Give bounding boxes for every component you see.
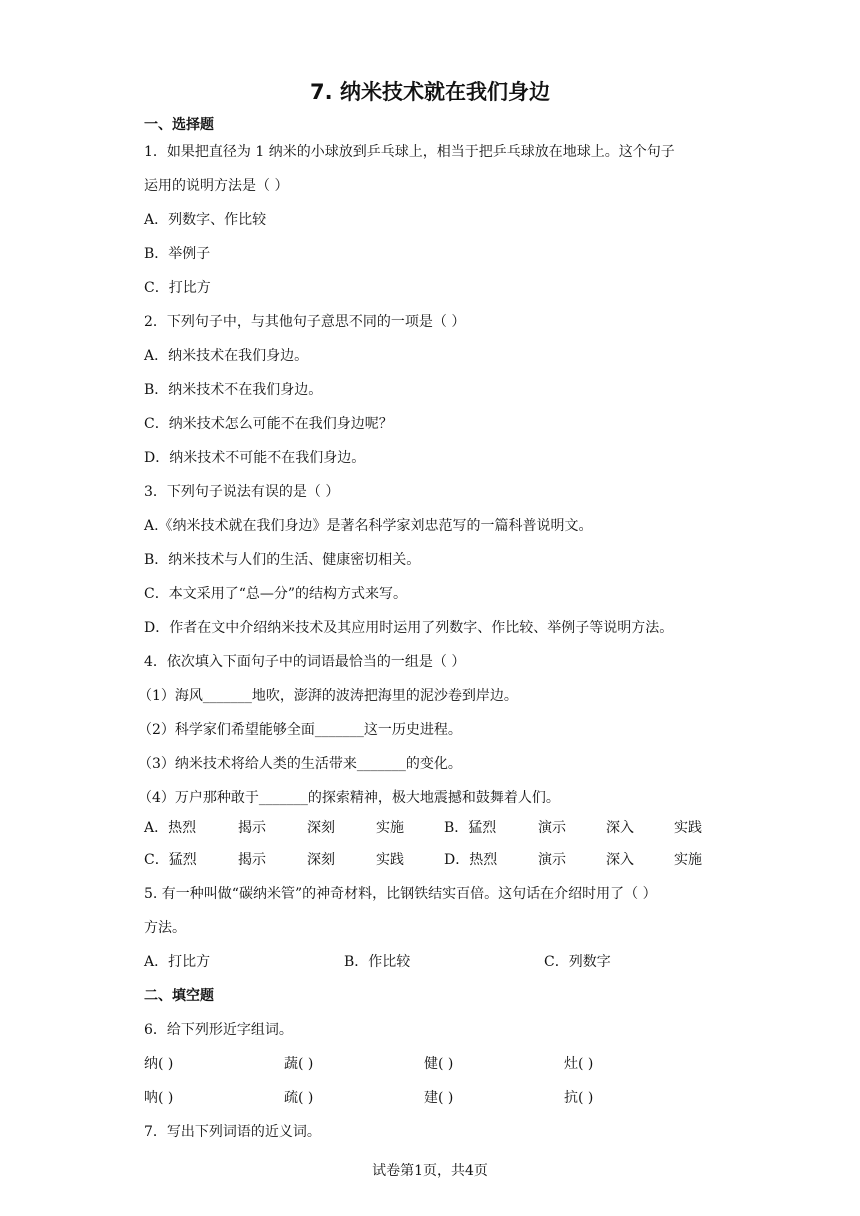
- q3-option-c: C．本文采用了“总—分”的结构方式来写。: [144, 586, 408, 602]
- q4-sentence-4: （4）万户那种敢于_______的探索精神，极大地震撼和鼓舞着人们。: [138, 790, 560, 806]
- q4-option-c-3: 深刻: [307, 852, 335, 868]
- q2-option-a: A．纳米技术在我们身边。: [144, 348, 309, 364]
- q1-option-b: B．举例子: [144, 246, 211, 262]
- q1-option-a: A．列数字、作比较: [144, 212, 267, 228]
- q4-option-d-2: 演示: [538, 852, 566, 868]
- q5-option-a: A．打比方: [144, 954, 211, 970]
- q3-stem: 3．下列句子说法有误的是（ ）: [144, 484, 340, 500]
- q7-stem: 7．写出下列词语的近义词。: [144, 1124, 321, 1140]
- q4-option-d-3: 深入: [606, 852, 634, 868]
- page-footer: 试卷第1页，共4页: [372, 1163, 488, 1179]
- q4-option-d-4: 实施: [674, 852, 702, 868]
- q2-stem: 2．下列句子中，与其他句子意思不同的一项是（ ）: [144, 314, 466, 330]
- q4-option-b-4: 实践: [674, 820, 702, 836]
- q6-word-6: 疏( ): [284, 1090, 314, 1106]
- q2-option-d: D．纳米技术不可能不在我们身边。: [144, 450, 366, 466]
- q1-stem-line1: 1．如果把直径为 1 纳米的小球放到乒乓球上，相当于把乒乓球放在地球上。这个句子: [144, 144, 675, 160]
- q6-word-3: 健( ): [424, 1056, 454, 1072]
- q3-option-a: A.《纳米技术就在我们身边》是著名科学家刘忠范写的一篇科普说明文。: [144, 518, 593, 534]
- q4-option-c-2: 揭示: [238, 852, 266, 868]
- q6-word-2: 蔬( ): [284, 1056, 314, 1072]
- q5-stem-line2: 方法。: [144, 920, 186, 936]
- q4-option-a-4: 实施: [376, 820, 404, 836]
- q4-sentence-2: （2）科学家们希望能够全面_______这一历史进程。: [138, 722, 462, 738]
- q4-option-d-1: D．热烈: [444, 852, 498, 868]
- q5-stem-line1: 5. 有一种叫做“碳纳米管”的神奇材料，比钢铁结实百倍。这句话在介绍时用了（ ）: [144, 886, 657, 902]
- page-title: 7. 纳米技术就在我们身边: [310, 80, 550, 104]
- q6-word-4: 灶( ): [564, 1056, 594, 1072]
- q5-option-b: B．作比较: [344, 954, 411, 970]
- section-heading-choice: 一、选择题: [144, 117, 214, 133]
- q2-option-c: C．纳米技术怎么可能不在我们身边呢？: [144, 416, 393, 432]
- q4-option-b-2: 演示: [538, 820, 566, 836]
- q4-stem: 4．依次填入下面句子中的词语最恰当的一组是（ ）: [144, 654, 466, 670]
- q4-option-c-4: 实践: [376, 852, 404, 868]
- q4-option-b-1: B．猛烈: [444, 820, 497, 836]
- q4-option-a-2: 揭示: [238, 820, 266, 836]
- q6-word-1: 纳( ): [144, 1056, 174, 1072]
- q4-option-a-3: 深刻: [307, 820, 335, 836]
- q6-word-7: 建( ): [424, 1090, 454, 1106]
- q5-option-c: C．列数字: [544, 954, 611, 970]
- q4-option-a-1: A．热烈: [144, 820, 197, 836]
- q6-word-5: 呐( ): [144, 1090, 174, 1106]
- q4-option-b-3: 深入: [606, 820, 634, 836]
- q1-option-c: C．打比方: [144, 280, 211, 296]
- q4-sentence-1: （1）海风_______地吹，澎湃的波涛把海里的泥沙卷到岸边。: [138, 688, 518, 704]
- q4-option-c-1: C．猛烈: [144, 852, 197, 868]
- q3-option-d: D．作者在文中介绍纳米技术及其应用时运用了列数字、作比较、举例子等说明方法。: [144, 620, 674, 636]
- q6-word-8: 抗( ): [564, 1090, 594, 1106]
- q2-option-b: B．纳米技术不在我们身边。: [144, 382, 323, 398]
- q4-sentence-3: （3）纳米技术将给人类的生活带来_______的变化。: [138, 756, 462, 772]
- q1-stem-line2: 运用的说明方法是（ ）: [144, 178, 289, 194]
- section-heading-fill: 二、填空题: [144, 988, 214, 1004]
- q3-option-b: B．纳米技术与人们的生活、健康密切相关。: [144, 552, 421, 568]
- q6-stem: 6．给下列形近字组词。: [144, 1022, 293, 1038]
